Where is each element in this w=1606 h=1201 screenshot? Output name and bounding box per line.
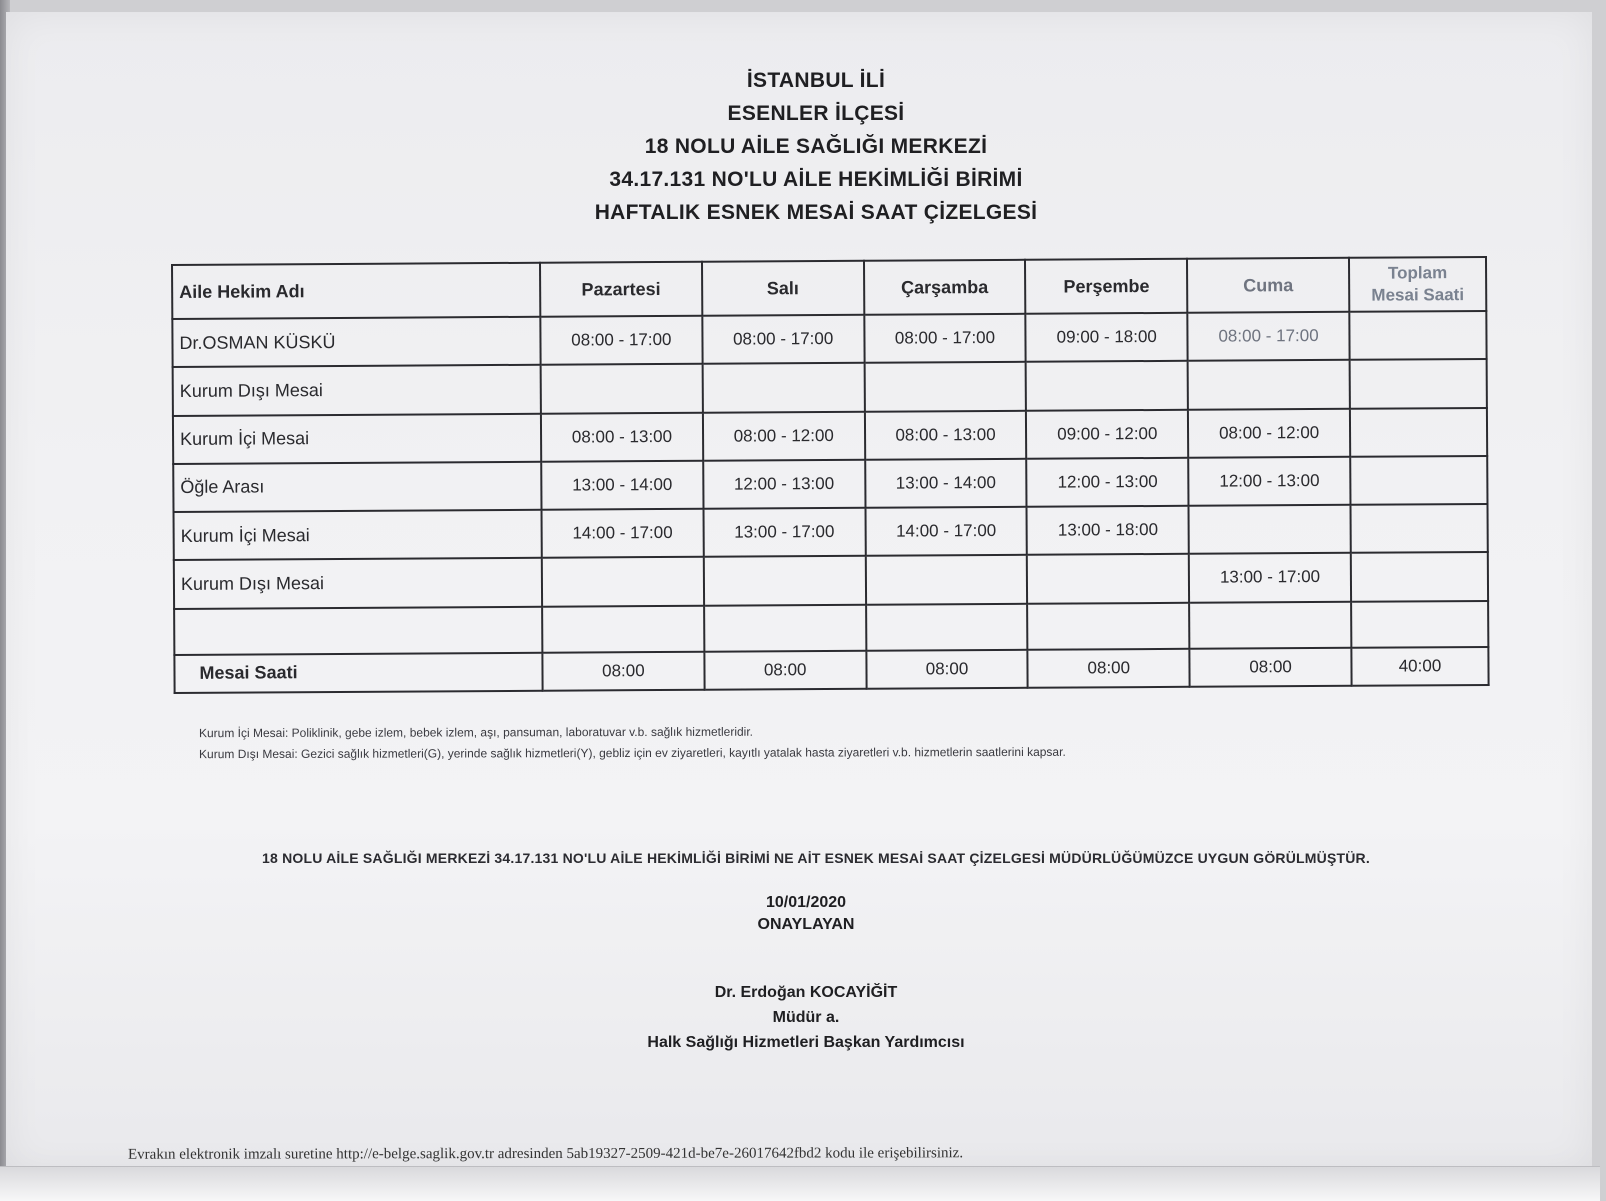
summary-cell: 08:00 xyxy=(866,650,1028,689)
row-label: Kurum Dışı Mesai xyxy=(174,558,542,608)
document-heading xyxy=(6,64,1606,229)
table-cell xyxy=(866,603,1028,650)
summary-cell: 08:00 xyxy=(542,651,704,690)
header-thursday: Perşembe xyxy=(1025,259,1187,314)
table-cell xyxy=(1350,504,1487,553)
table-cell: 08:00 - 12:00 xyxy=(703,411,865,460)
summary-total-cell: 40:00 xyxy=(1351,647,1488,686)
row-label: Öğle Arası xyxy=(173,461,541,511)
schedule-table xyxy=(171,256,1490,694)
table-cell xyxy=(1350,407,1487,456)
row-label: Kurum İçi Mesai xyxy=(173,413,541,463)
header-total-hours xyxy=(1349,257,1486,312)
summary-label: Mesai Saati xyxy=(174,652,542,693)
table-row xyxy=(172,311,1486,367)
table-cell xyxy=(1189,505,1351,554)
approval-date: 10/01/2020 xyxy=(765,894,847,911)
table-cell xyxy=(864,362,1026,411)
table-row xyxy=(174,552,1488,608)
table-cell: 13:00 - 17:00 xyxy=(1189,553,1351,602)
summary-cell: 08:00 xyxy=(704,650,866,689)
document-bottom-edge xyxy=(0,1166,1600,1201)
table-row xyxy=(173,407,1487,463)
header-friday: Cuma xyxy=(1187,258,1349,313)
table-cell: 13:00 - 18:00 xyxy=(1027,506,1189,555)
heading-title: HAFTALIK ESNEK MESAİ SAAT ÇİZELGESİ xyxy=(594,201,1038,224)
table-cell xyxy=(704,556,866,605)
summary-cell: 08:00 xyxy=(1028,649,1190,688)
table-cell: 08:00 - 17:00 xyxy=(540,316,702,365)
heading-province: İSTANBUL İLİ xyxy=(746,69,886,92)
table-notes xyxy=(199,721,1066,765)
table-cell xyxy=(704,604,866,651)
table-cell: 08:00 - 17:00 xyxy=(702,315,864,364)
signer-position: Halk Sağlığı Hizmetleri Başkan Yardımcısı xyxy=(647,1034,965,1051)
table-cell xyxy=(1027,602,1189,649)
header-total-line2: Mesai Saati xyxy=(1371,285,1465,305)
table-cell xyxy=(1350,359,1487,408)
table-header-row xyxy=(172,257,1486,319)
table-cell xyxy=(1026,361,1188,410)
table-cell: 13:00 - 17:00 xyxy=(703,508,865,557)
table-cell xyxy=(542,557,704,606)
table-cell xyxy=(1189,601,1351,648)
row-label: Dr.OSMAN KÜSKÜ xyxy=(172,317,540,367)
signature-block xyxy=(6,980,1606,1055)
table-cell xyxy=(865,555,1027,604)
heading-center: 18 NOLU AİLE SAĞLIĞI MERKEZİ xyxy=(644,135,988,158)
approval-text: 18 NOLU AİLE SAĞLIĞI MERKEZİ 34.17.131 NO'LU AİLE HEKİMLİĞİ BİRİMİ NE AİT ESNEK MESAİ SAAT ÇİZELGESİ MÜDÜRLÜĞÜMÜZCE UYGUN GÖRÜLMÜŞTÜR. xyxy=(262,850,1370,866)
summary-cell: 08:00 xyxy=(1190,648,1352,687)
summary-row xyxy=(174,647,1488,693)
document-page xyxy=(6,12,1592,1172)
signer-title: Müdür a. xyxy=(772,1009,840,1026)
row-label xyxy=(174,606,542,654)
table-cell: 09:00 - 12:00 xyxy=(1026,409,1188,458)
table-cell: 14:00 - 17:00 xyxy=(542,509,704,558)
row-label: Kurum İçi Mesai xyxy=(174,510,542,560)
table-cell xyxy=(702,363,864,412)
table-cell xyxy=(1351,600,1488,647)
signer-name: Dr. Erdoğan KOCAYİĞİT xyxy=(714,984,898,1001)
approval-statement xyxy=(6,850,1606,866)
table-cell xyxy=(541,364,703,413)
table-cell: 12:00 - 13:00 xyxy=(1027,458,1189,507)
table-cell: 08:00 - 17:00 xyxy=(1188,312,1350,361)
note-external: Kurum Dışı Mesai: Gezici sağlık hizmetleri(G), yerinde sağlık hizmetleri(Y), gebliz için ev ziyaretleri, kayıtlı yatalak hasta ziyaretleri v.b. hizmetlerin saatlerini kapsar. xyxy=(199,744,1066,762)
table-cell xyxy=(1188,360,1350,409)
header-wednesday: Çarşamba xyxy=(864,260,1026,315)
table-cell: 12:00 - 13:00 xyxy=(703,460,865,509)
table-cell: 09:00 - 18:00 xyxy=(1026,313,1188,362)
table-cell: 08:00 - 13:00 xyxy=(865,410,1027,459)
table-cell: 08:00 - 13:00 xyxy=(541,412,703,461)
table-cell xyxy=(1349,311,1486,360)
table-cell xyxy=(1351,552,1488,601)
table-cell: 13:00 - 14:00 xyxy=(865,459,1027,508)
table-cell: 08:00 - 17:00 xyxy=(864,314,1026,363)
table-cell xyxy=(1350,456,1487,505)
approval-date-block xyxy=(6,892,1606,936)
table-row xyxy=(174,504,1488,560)
table-cell xyxy=(542,605,704,652)
header-tuesday: Salı xyxy=(702,261,864,316)
header-total-line1: Toplam xyxy=(1387,263,1448,283)
heading-district: ESENLER İLÇESİ xyxy=(727,102,905,125)
table-row xyxy=(173,456,1487,512)
note-internal: Kurum İçi Mesai: Poliklinik, gebe izlem, bebek izlem, aşı, pansuman, laboratuvar v.b. sağlık hizmetleridir. xyxy=(198,724,754,741)
table-cell xyxy=(1027,554,1189,603)
header-monday: Pazartesi xyxy=(540,262,702,317)
heading-unit: 34.17.131 NO'LU AİLE HEKİMLİĞİ BİRİMİ xyxy=(609,168,1023,191)
table-cell: 13:00 - 14:00 xyxy=(541,461,703,510)
table-cell: 14:00 - 17:00 xyxy=(865,507,1027,556)
row-label: Kurum Dışı Mesai xyxy=(173,365,541,415)
table-cell: 08:00 - 12:00 xyxy=(1188,408,1350,457)
table-cell: 12:00 - 13:00 xyxy=(1188,457,1350,506)
approver-label: ONAYLAYAN xyxy=(757,916,855,933)
table-row xyxy=(173,359,1487,415)
e-signature-notice: Evrakın elektronik imzalı suretine http://e-belge.saglik.gov.tr adresinden 5ab19327-2509-421d-be7e-26017642fbd2 kodu ile erişebilirsiniz. xyxy=(127,1145,964,1163)
header-doctor-name: Aile Hekim Adı xyxy=(172,263,540,319)
table-row xyxy=(174,600,1488,654)
